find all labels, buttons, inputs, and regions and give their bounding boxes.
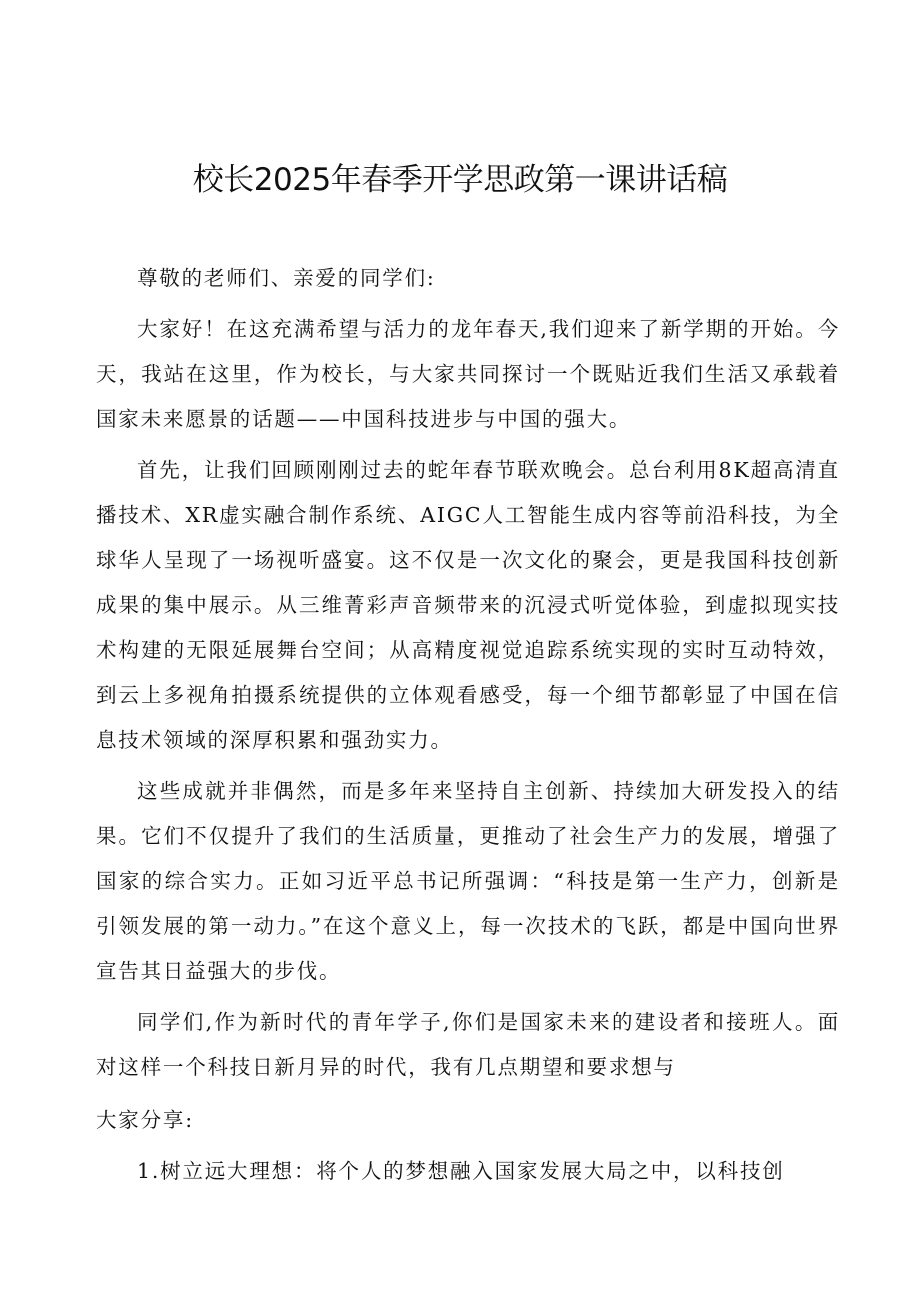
document-title: 校长2025年春季开学思政第一课讲话稿 [192,162,728,198]
paragraph-3: 这些成就并非偶然，而是多年来坚持自主创新、持续加大研发投入的结果。它们不仅提升了我们的生活质量，更推动了社会生产力的发展，增强了国家的综合实力。正如习近平总书记所强调：“科技是第一生产力，创新是引领发展的第一动力。”在这个意义上，每一次技术的飞跃，都是中国向世界宣告其日益强大的步伐。 [96,779,840,983]
paragraph-2: 首先，让我们回顾刚刚过去的蛇年春节联欢晚会。总台利用8K超高清直播技术、XR虚实融合制作系统、AIGC人工智能生成内容等前沿科技，为全球华人呈现了一场视听盛宴。这不仅是一次文化的聚会，更是我国科技创新成果的集中展示。从三维菁彩声音频带来的沉浸式听觉体验，到虚拟现实技术构建的无限延展舞台空间；从高精度视觉追踪系统实现的实时互动特效，到云上多视角拍摄系统提供的立体观看感受，每一个细节都彰显了中国在信息技术领域的深厚积累和强劲实力。 [96,458,840,752]
paragraph-1: 大家好！在这充满希望与活力的龙年春天,我们迎来了新学期的开始。今天，我站在这里，作为校长，与大家共同探讨一个既贴近我们生活又承载着国家未来愿景的话题——中国科技进步与中国的强大。 [96,317,840,431]
list-item: 1.树立远大理想：将个人的梦想融入国家发展大局之中，以科技创 [137,1159,785,1183]
paragraph-4: 同学们,作为新时代的青年学子,你们是国家未来的建设者和接班人。面对这样一个科技日新月异的时代，我有几点期望和要求想与 [96,1010,840,1079]
document-body [96,256,840,1200]
salutation: 尊敬的老师们、亲爱的同学们: [137,266,436,290]
paragraph-continuation: 大家分享: [96,1108,194,1132]
